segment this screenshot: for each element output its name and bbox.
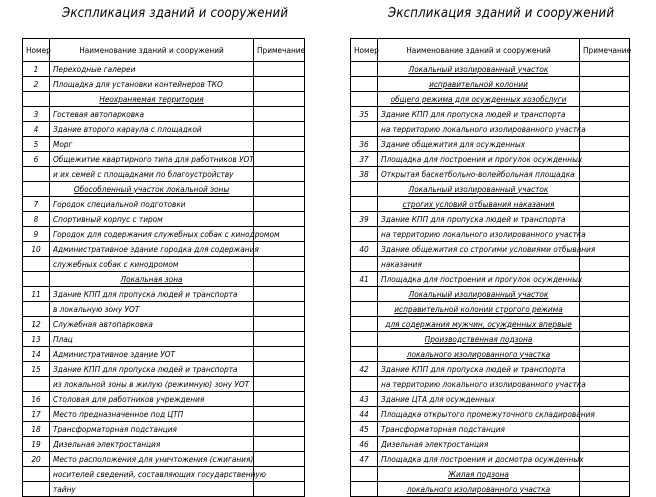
- row-number: [23, 482, 50, 497]
- row-number: 6: [23, 152, 50, 167]
- row-name: Место предназначенное под ЦТП: [50, 407, 254, 422]
- row-name: Площадка для установки контейнеров ТКО: [50, 77, 254, 92]
- table-row: [23, 362, 305, 377]
- row-number: [351, 377, 378, 392]
- table-row: [351, 227, 630, 242]
- table-row: [23, 437, 305, 452]
- row-number: 19: [23, 437, 50, 452]
- row-number: [351, 257, 378, 272]
- row-number: [351, 182, 378, 197]
- row-name: Городок для содержания служебных собак с кинодромом: [50, 227, 254, 242]
- table-row-subheading: [23, 92, 305, 107]
- row-name: Переходные галереи: [50, 62, 254, 77]
- subheading-text: локального изолированного участка: [406, 483, 551, 494]
- row-note: [254, 122, 305, 137]
- row-number: [351, 197, 378, 212]
- table-row-subheading: [351, 467, 630, 482]
- subheading-cell: [378, 92, 580, 107]
- table-row: [23, 317, 305, 332]
- row-name: на территорию локального изолированного участка: [378, 377, 580, 392]
- table-row: [23, 422, 305, 437]
- row-name: Здание второго караула с площадкой: [50, 122, 254, 137]
- row-note: [580, 152, 630, 167]
- table-row: [351, 167, 630, 182]
- table-row-subheading: [23, 182, 305, 197]
- table-row-subheading: [351, 332, 630, 347]
- subheading-text: для содержания мужчин, осужденных впервые: [385, 318, 572, 329]
- row-note: [254, 452, 305, 467]
- row-number: 7: [23, 197, 50, 212]
- row-name: на территорию локального изолированного участка: [378, 122, 580, 137]
- row-number: 42: [351, 362, 378, 377]
- row-name: Здание общежития для осужденных: [378, 137, 580, 152]
- table-row: [23, 122, 305, 137]
- row-note: [254, 242, 305, 257]
- row-number: [351, 347, 378, 362]
- row-note: [580, 437, 630, 452]
- row-note: [254, 272, 305, 287]
- table-row: [351, 407, 630, 422]
- subheading-cell: [378, 332, 580, 347]
- row-note: [254, 182, 305, 197]
- subheading-text: Локальный изолированный участок: [408, 63, 549, 74]
- row-number: 1: [23, 62, 50, 77]
- row-name: Здание общежития со строгими условиями отбывания: [378, 242, 580, 257]
- row-name: Общежитие квартирного типа для работников УОТ: [50, 152, 254, 167]
- row-name: Место расположения для уничтожения (сжигания): [50, 452, 254, 467]
- table-row: [351, 377, 630, 392]
- subheading-text: исправительной колонии строгого режима: [394, 303, 563, 314]
- row-number: 8: [23, 212, 50, 227]
- row-note: [254, 362, 305, 377]
- subheading-cell: [378, 77, 580, 92]
- row-name: служебных собак с кинодромом: [50, 257, 254, 272]
- row-name: Здание КПП для пропуска людей и транспорта: [378, 362, 580, 377]
- row-note: [580, 167, 630, 182]
- header-note: Примечание: [580, 39, 630, 62]
- table-row: [23, 287, 305, 302]
- subheading-text: Производственная подзона: [424, 333, 533, 344]
- row-note: [254, 212, 305, 227]
- row-name: Дизельная электростанция: [50, 437, 254, 452]
- row-number: [23, 182, 50, 197]
- row-note: [580, 227, 630, 242]
- row-note: [254, 302, 305, 317]
- row-number: 36: [351, 137, 378, 152]
- row-number: 37: [351, 152, 378, 167]
- row-note: [580, 257, 630, 272]
- table-row: [351, 362, 630, 377]
- subheading-text: Локальная зона: [120, 273, 183, 284]
- left-table: [22, 38, 305, 497]
- row-number: 35: [351, 107, 378, 122]
- row-number: 15: [23, 362, 50, 377]
- row-note: [254, 332, 305, 347]
- subheading-cell: [378, 287, 580, 302]
- row-name: Дизельная электростанция: [378, 437, 580, 452]
- row-name: Трансформаторная подстанция: [50, 422, 254, 437]
- subheading-text: локального изолированного участка: [406, 348, 551, 359]
- table-row: [23, 197, 305, 212]
- table-row: [23, 77, 305, 92]
- row-name: Столовая для работников учреждения: [50, 392, 254, 407]
- row-name: Здание ЦТА для осужденных: [378, 392, 580, 407]
- row-name: носителей сведений, составляющих государственную: [50, 467, 254, 482]
- table-row: [351, 257, 630, 272]
- row-number: [351, 317, 378, 332]
- table-row-subheading: [351, 347, 630, 362]
- row-note: [254, 482, 305, 497]
- row-note: [580, 467, 630, 482]
- table-row: [23, 377, 305, 392]
- row-number: [351, 122, 378, 137]
- subheading-cell: [378, 347, 580, 362]
- row-note: [254, 392, 305, 407]
- row-number: 11: [23, 287, 50, 302]
- table-row: [23, 62, 305, 77]
- row-note: [254, 347, 305, 362]
- table-row: [23, 212, 305, 227]
- table-row: [23, 392, 305, 407]
- table-row: [23, 107, 305, 122]
- row-note: [580, 422, 630, 437]
- table-row-subheading: [351, 77, 630, 92]
- table-row: [23, 257, 305, 272]
- row-number: 16: [23, 392, 50, 407]
- row-number: [23, 92, 50, 107]
- row-number: 43: [351, 392, 378, 407]
- row-name: Площадка открытого промежуточного складирования: [378, 407, 580, 422]
- table-row: [351, 152, 630, 167]
- row-note: [580, 332, 630, 347]
- left-header-row: [23, 39, 305, 62]
- table-row: [351, 437, 630, 452]
- row-name: Открытая баскетбольно-волейбольная площадка: [378, 167, 580, 182]
- subheading-cell: [378, 197, 580, 212]
- table-row-subheading: [351, 197, 630, 212]
- row-name: Плац: [50, 332, 254, 347]
- row-number: [23, 377, 50, 392]
- row-note: [580, 122, 630, 137]
- row-note: [580, 362, 630, 377]
- row-note: [580, 107, 630, 122]
- row-number: [351, 482, 378, 497]
- table-row: [23, 347, 305, 362]
- table-row-subheading: [23, 272, 305, 287]
- row-name: Площадка для построения и прогулок осужденных: [378, 272, 580, 287]
- table-row: [351, 422, 630, 437]
- row-note: [580, 272, 630, 287]
- subheading-cell: [378, 182, 580, 197]
- row-name: в локальную зону УОТ: [50, 302, 254, 317]
- right-table-body: [351, 62, 630, 497]
- row-note: [254, 407, 305, 422]
- subheading-text: общего режима для осужденных хозобслуги: [390, 93, 567, 104]
- row-note: [580, 212, 630, 227]
- row-number: 45: [351, 422, 378, 437]
- table-row: [351, 122, 630, 137]
- row-number: 18: [23, 422, 50, 437]
- row-number: [351, 332, 378, 347]
- row-name: Здание КПП для пропуска людей и транспорта: [378, 107, 580, 122]
- row-name: Здание КПП для пропуска людей и транспорта: [378, 212, 580, 227]
- row-number: [351, 467, 378, 482]
- row-number: [23, 257, 50, 272]
- row-number: 47: [351, 452, 378, 467]
- row-name: наказания: [378, 257, 580, 272]
- table-row: [23, 167, 305, 182]
- table-row: [23, 407, 305, 422]
- row-note: [580, 137, 630, 152]
- row-name: Здание КПП для пропуска людей и транспорта: [50, 362, 254, 377]
- row-note: [254, 257, 305, 272]
- subheading-text: Обособленный участок локальной зоны: [73, 183, 230, 194]
- right-header-row: [351, 39, 630, 62]
- row-number: [23, 467, 50, 482]
- table-row: [351, 212, 630, 227]
- header-num: Номер: [23, 39, 50, 62]
- table-row: [23, 152, 305, 167]
- row-note: [580, 452, 630, 467]
- table-row: [23, 332, 305, 347]
- row-number: [351, 227, 378, 242]
- row-name: тайну: [50, 482, 254, 497]
- subheading-text: строгих условий отбывания наказания: [402, 198, 555, 209]
- header-num: Номер: [351, 39, 378, 62]
- table-row: [351, 242, 630, 257]
- subheading-text: Локальный изолированный участок: [408, 183, 549, 194]
- table-row-subheading: [351, 182, 630, 197]
- row-note: [580, 392, 630, 407]
- table-row: [351, 137, 630, 152]
- row-note: [254, 377, 305, 392]
- row-number: 2: [23, 77, 50, 92]
- row-name: и их семей с площадками по благоустройству: [50, 167, 254, 182]
- subheading-text: Жилая подзона: [448, 468, 509, 479]
- subheading-text: Неохраняемая территория: [99, 93, 204, 104]
- row-note: [254, 92, 305, 107]
- right-table: [350, 38, 630, 497]
- subheading-cell: [50, 92, 254, 107]
- table-row-subheading: [351, 317, 630, 332]
- row-note: [580, 287, 630, 302]
- row-number: 5: [23, 137, 50, 152]
- row-note: [580, 302, 630, 317]
- table-row: [23, 302, 305, 317]
- subheading-cell: [378, 467, 580, 482]
- table-row: [351, 392, 630, 407]
- table-row-subheading: [351, 287, 630, 302]
- subheading-cell: [50, 182, 254, 197]
- table-row: [351, 452, 630, 467]
- row-name: Служебная автопарковка: [50, 317, 254, 332]
- row-note: [580, 317, 630, 332]
- row-number: 40: [351, 242, 378, 257]
- row-name: Площадка для построения и прогулок осужденных: [378, 152, 580, 167]
- header-note: Примечание: [254, 39, 305, 62]
- row-note: [580, 347, 630, 362]
- row-number: 46: [351, 437, 378, 452]
- row-name: Здание КПП для пропуска людей и транспорта: [50, 287, 254, 302]
- table-row-subheading: [351, 62, 630, 77]
- row-name: Площадка для построения и досмотра осужденных: [378, 452, 580, 467]
- row-note: [580, 92, 630, 107]
- row-note: [580, 482, 630, 497]
- row-note: [254, 62, 305, 77]
- row-note: [254, 197, 305, 212]
- row-name: Спортивный корпус с тиром: [50, 212, 254, 227]
- row-name: Морг: [50, 137, 254, 152]
- row-note: [580, 62, 630, 77]
- row-number: 44: [351, 407, 378, 422]
- row-number: 17: [23, 407, 50, 422]
- row-note: [254, 422, 305, 437]
- subheading-cell: [378, 302, 580, 317]
- row-number: [23, 272, 50, 287]
- row-name: из локальной зоны в жилую (режимную) зону УОТ: [50, 377, 254, 392]
- subheading-cell: [378, 62, 580, 77]
- row-name: Городок специальной подготовки: [50, 197, 254, 212]
- table-row: [351, 107, 630, 122]
- header-name: Наименование зданий и сооружений: [378, 39, 580, 62]
- row-note: [254, 152, 305, 167]
- table-row: [23, 137, 305, 152]
- row-note: [254, 77, 305, 92]
- table-row: [23, 242, 305, 257]
- row-number: [23, 167, 50, 182]
- row-note: [254, 437, 305, 452]
- row-note: [580, 377, 630, 392]
- row-number: 4: [23, 122, 50, 137]
- table-row-subheading: [351, 302, 630, 317]
- table-row: [23, 452, 305, 467]
- row-number: 14: [23, 347, 50, 362]
- subheading-text: исправительной колонии: [429, 78, 528, 89]
- row-note: [254, 107, 305, 122]
- row-note: [254, 287, 305, 302]
- row-note: [580, 77, 630, 92]
- table-row: [351, 272, 630, 287]
- left-table-body: [23, 62, 305, 497]
- table-row: [23, 482, 305, 497]
- row-number: 39: [351, 212, 378, 227]
- row-number: 3: [23, 107, 50, 122]
- left-title: Экспликация зданий и сооружений: [62, 6, 289, 21]
- row-number: [351, 302, 378, 317]
- subheading-cell: [378, 317, 580, 332]
- table-row: [23, 227, 305, 242]
- subheading-text: Локальный изолированный участок: [408, 288, 549, 299]
- table-row-subheading: [351, 482, 630, 497]
- table-row: [23, 467, 305, 482]
- subheading-cell: [50, 272, 254, 287]
- row-name: Административное здание городка для содержания: [50, 242, 254, 257]
- row-note: [580, 182, 630, 197]
- row-number: 10: [23, 242, 50, 257]
- row-number: [23, 302, 50, 317]
- row-note: [254, 317, 305, 332]
- row-name: на территорию локального изолированного участка: [378, 227, 580, 242]
- row-number: 38: [351, 167, 378, 182]
- row-number: [351, 287, 378, 302]
- row-note: [254, 167, 305, 182]
- row-name: Гостевая автопарковка: [50, 107, 254, 122]
- right-title: Экспликация зданий и сооружений: [388, 6, 615, 21]
- row-number: 9: [23, 227, 50, 242]
- row-name: Административное здание УОТ: [50, 347, 254, 362]
- subheading-cell: [378, 482, 580, 497]
- row-number: [351, 92, 378, 107]
- table-row-subheading: [351, 92, 630, 107]
- row-note: [580, 197, 630, 212]
- row-number: 13: [23, 332, 50, 347]
- row-note: [254, 137, 305, 152]
- row-number: 41: [351, 272, 378, 287]
- row-number: 20: [23, 452, 50, 467]
- row-number: 12: [23, 317, 50, 332]
- row-name: Трансформаторная подстанция: [378, 422, 580, 437]
- row-number: [351, 62, 378, 77]
- header-name: Наименование зданий и сооружений: [50, 39, 254, 62]
- row-number: [351, 77, 378, 92]
